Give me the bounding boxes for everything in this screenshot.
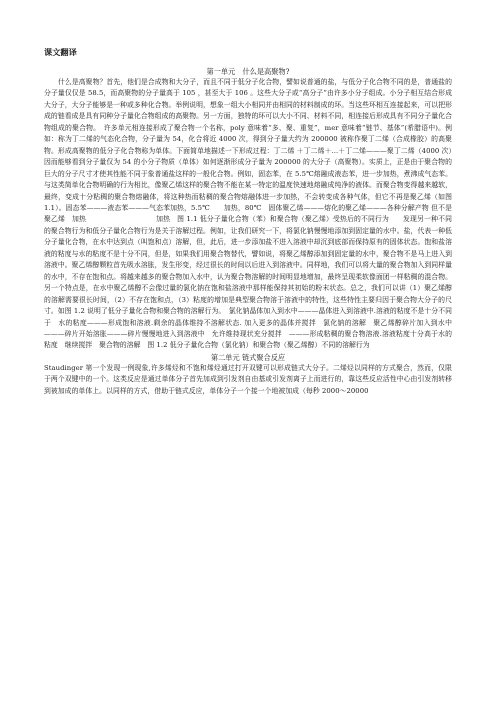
unit1-heading: 第一单元 什么是高聚物? xyxy=(206,67,290,76)
unit2-heading: 第二单元 链式聚合反应 xyxy=(210,352,286,362)
document-title: 课文翻译 xyxy=(44,47,77,57)
unit1-paragraph xyxy=(44,77,466,352)
unit1-paragraph-text: 什么是高聚物？首先，他们是合成物和大分子，而且不同于低分子化合物，譬如说普通的盐，与低分子化合物不同的是，普通盐的分子量仅仅是 58.5，而高聚物的分子量高于 105 ，甚至大于 106 。这些大分子或“高分子”由许多小分子组成。小分子相互结合形成大分子，大分子能够是一种或多种化合物。举例说明，想象一组大小相同并由相同的材料制成的环。当这些环相互连接起来，可以把形成的链看成是具有同种分子量化合物组成的高聚物。另一方面，独特的环可以大小不同、材料不同，相连接后形成具有不同分子量化合物组成的聚合物。 许多单元相连接形成了聚合物一个名称，poly 意味着“多、聚、重复”，mer 意味着“链节、基体”(希腊语中)。例如：称为丁二烯的气态化合物，分子量为 54，化合将近 4000 次，得到分子量大约为 200000 被称作聚丁二烯（合成橡胶）的高聚物。形成高聚物的低分子化合物称为单体。下面简单地描述一下形成过程：丁二烯 ＋丁二烯＋...＋丁二烯———聚丁二烯（4000 次） 因而能够看到分子量仅为 54 的小分子物质（单体）如何逐渐形成分子量为 200000 的大分子（高聚物）。实质上，正是由于聚合物的巨大的分子尺寸才使其性能不同于象普通盐这样的一般化合物。例如，固态苯，在 5.5℃熔融成液态苯，进一步加热，煮沸成气态苯。与这类简单化合物明确的行为相比，像聚乙烯这样的聚合物不能在某一特定的温度快速地熔融成纯净的液体。而聚合物变得越来越软，最终，变成十分粘稠的聚合物熔融体，将这种热而粘稠的聚合物熔融体进一步加热，不会转变成各种气体，但它不再是聚乙烯（如图 1.1）。固态苯———液态苯———气态苯加热，5.5℃ 加热，80℃ 固体聚乙烯———熔化的聚乙烯———各种分解产物 但不是聚乙烯 加热 加热 图 1.1 低分子量化合物（苯）和聚合物（聚乙烯）受热后的不同行为 发现另一种不同的聚合物行为和低分子量化合物行为是关于溶解过程。例如，让我们研究一下，将氯化钠慢慢地添加到固定量的水中。盐，代表一种低分子量化合物，在水中达到点（叫饱和点）溶解，但，此后，进一步添加盐不进入溶液中却沉到底部而保持原有的固体状态。饱和盐溶液的粘度与水的粘度不是十分不同，但是，如果我们用聚合物替代，譬如说，将聚乙烯醇添加到固定量的水中，聚合物不是马上进入到溶液中。聚乙烯醇颗粒首先吸水溶胀，发生形变，经过很长的时间以后进入到溶液中。同样地，我们可以将大量的聚合物加入到同样量的水中，不存在饱和点。将越来越多的聚合物加入水中，认为聚合物溶解的时间明显地增加，最终呈现柔软像面团一样粘稠的混合物。另一个特点是，在水中聚乙烯醇不会像过量的氯化钠在饱和盐溶液中那样能保持其初始的粉末状态。总之，我们可以讲（1）聚乙烯醇的溶解需要很长时间，（2）不存在饱和点，（3）粘度的增加是典型聚合物溶于溶液中的特性，这些特性主要归因于聚合物大分子的尺寸。如图 1.2 说明了低分子量化合物和聚合物的溶解行为。 氯化钠晶体加入到水中———晶体进入到溶液中.溶液的粘度不是十分不同于 水的粘度———形成饱和溶液.剩余的晶体维持不溶解状态. 加入更多的晶体并搅拌 氯化钠的溶解 聚乙烯醇碎片加入到水中———碎片开始溶胀———碎片慢慢地进入到溶液中 允许维持现状充分搅拌 ———形成粘稠的聚合物溶液.溶液粘度十分高于水的粘度 继续搅拌 聚合物的溶解 图 1.2 低分子量化合物（氯化钠）和聚合物（聚乙烯醇）不同的溶解行为 xyxy=(44,78,466,350)
unit2-paragraph: Staudinger 第一个发现一例现象,许多烯烃和不饱和烯烃通过打开双键可以形成链式大分子。二烯烃以同样的方式聚合，然而，仅限于两个双键中的一个。这类反应是通过单体分子首先加成到引发剂自由基或引发剂离子上而进行的，靠这些反应活性中心由引发剂转移到被加成的单体上。以同样的方式，借助于链式反应，单体分子一个接一个地被加成（每秒 2000～20000 xyxy=(44,363,452,395)
